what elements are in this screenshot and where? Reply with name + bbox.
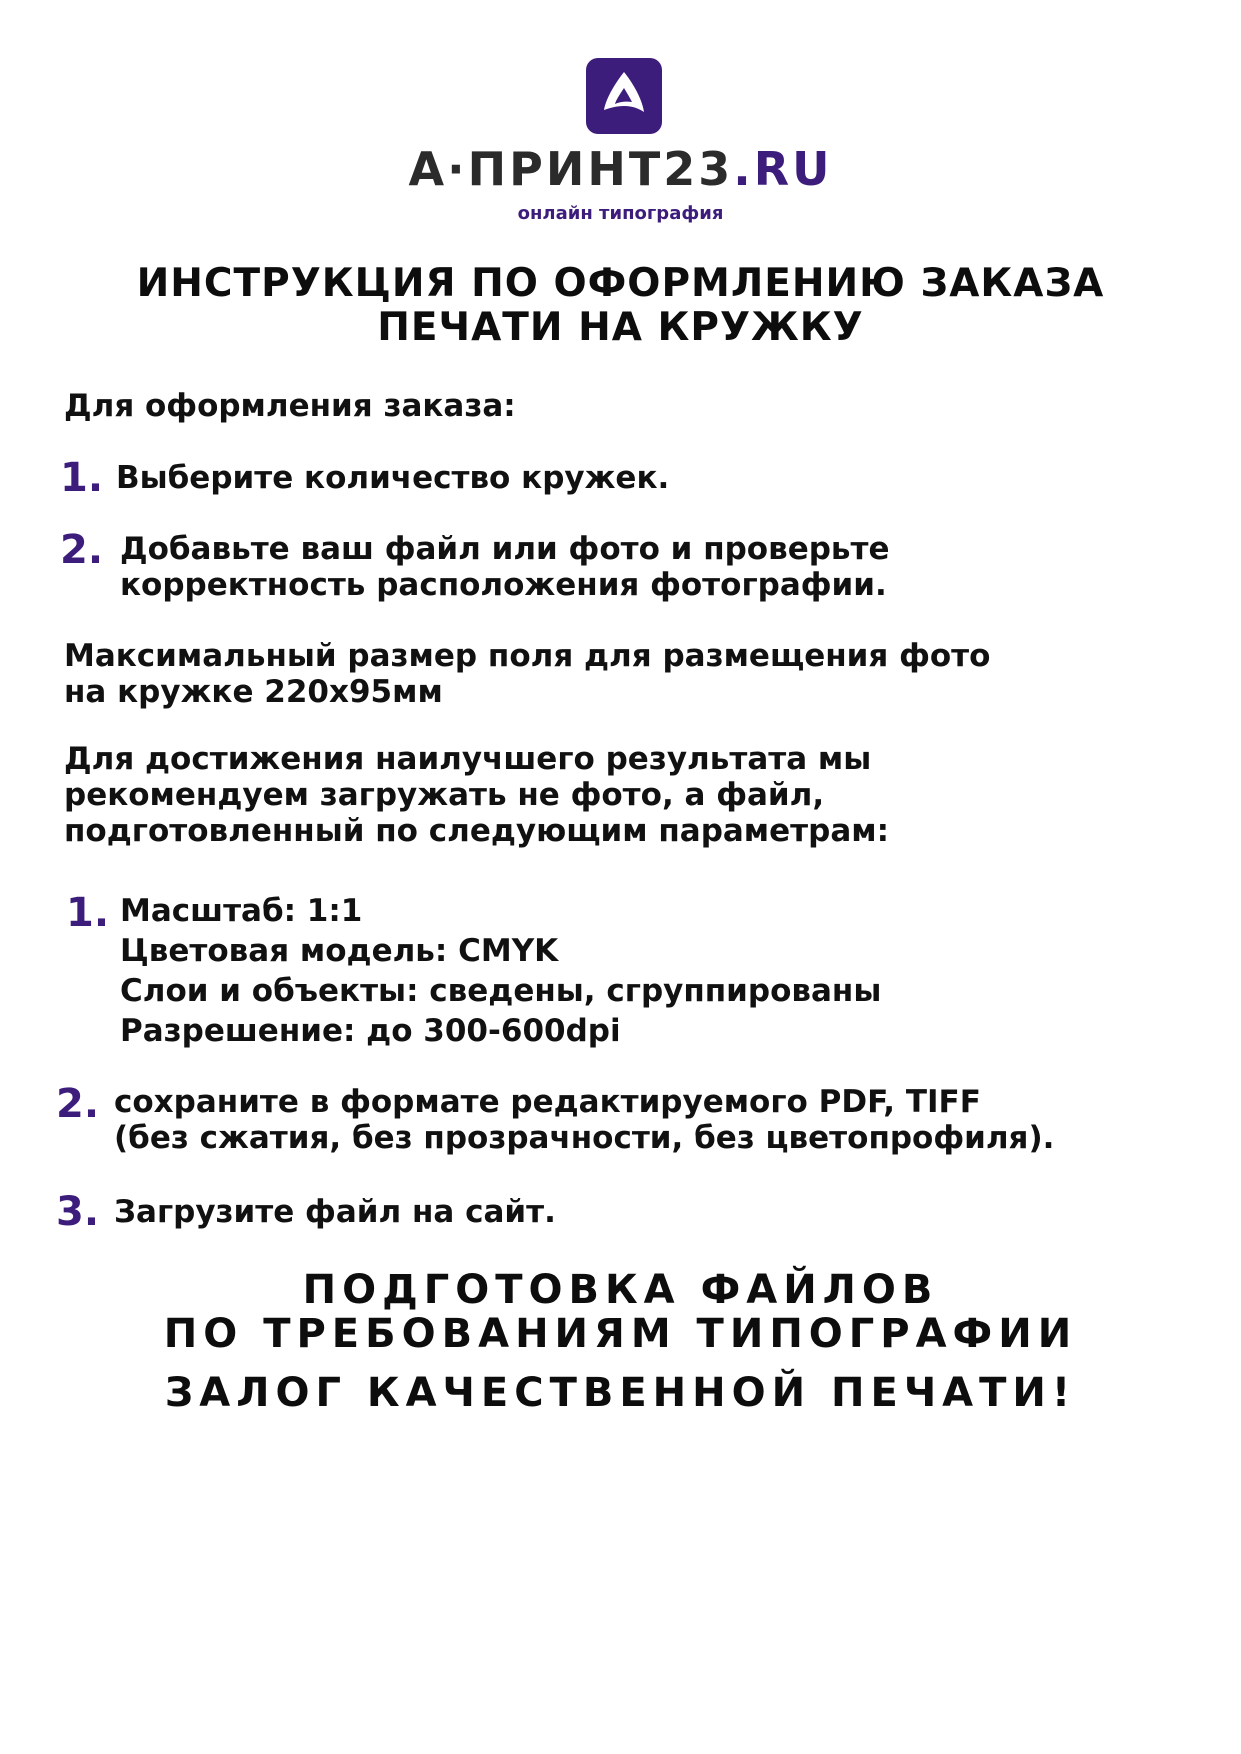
order-step-1-text [116,460,669,496]
param-step-2-text [114,1084,1054,1156]
order-step-1-number: 1. [60,455,104,501]
page-title [0,262,1241,350]
param-step-1-number: 1. [66,890,110,936]
page-title-line2: ПЕЧАТИ НА КРУЖКУ [377,305,864,350]
recommendation-line-2: рекомендуем загружать не фото, а файл, [64,777,825,813]
param-resolution: Разрешение: до 300-600dpi [120,1013,621,1049]
order-step-2-number: 2. [60,527,104,573]
order-step-2-line-1: Добавьте ваш файл или фото и проверьте [120,531,890,567]
brand-name-main: А·ПРИНТ23 [408,142,734,196]
param-layers: Слои и объекты: сведены, сгруппированы [120,973,882,1009]
param-step-2-number: 2. [56,1081,100,1127]
max-size-line-2: на кружке 220x95мм [64,674,443,710]
order-heading: Для оформления заказа: [64,388,516,424]
param-step-3-number: 3. [56,1189,100,1235]
param-step-3-text [114,1194,556,1230]
brand-tagline: онлайн типография [517,203,724,224]
order-step-2-text [120,531,890,603]
max-size-line-1: Максимальный размер поля для размещения фото [64,638,991,674]
param-color-model: Цветовая модель: CMYK [120,933,559,969]
page-title-line1: ИНСТРУКЦИЯ ПО ОФОРМЛЕНИЮ ЗАКАЗА [136,261,1105,306]
brand-name [0,142,1241,196]
param-step-3-line: Загрузите файл на сайт. [114,1194,556,1230]
recommendation-text [64,741,889,849]
slogan-line-3: ЗАЛОГ КАЧЕСТВЕННОЙ ПЕЧАТИ! [164,1370,1077,1416]
slogan-line-2: ПО ТРЕБОВАНИЯМ ТИПОГРАФИИ [163,1311,1078,1357]
param-step-2-line-2: (без сжатия, без прозрачности, без цветопрофиля). [114,1120,1055,1156]
slogan-line-1: ПОДГОТОВКА ФАЙЛОВ [302,1267,939,1313]
order-step-2-line-2: корректность расположения фотографии. [120,567,887,603]
brand-tld: .RU [733,142,833,196]
param-step-1-text [120,891,881,1051]
recommendation-line-1: Для достижения наилучшего результата мы [64,741,872,777]
a-print-logo-icon [586,58,662,134]
recommendation-line-3: подготовленный по следующим параметрам: [64,813,889,849]
param-step-2-line-1: сохраните в формате редактируемого PDF, TIFF [114,1084,981,1120]
param-scale: Масштаб: 1:1 [120,893,363,929]
slogan-tagline [0,1371,1241,1415]
slogan-heading [0,1268,1241,1356]
order-step-1-line: Выберите количество кружек. [116,460,670,496]
max-size-text [64,638,990,710]
